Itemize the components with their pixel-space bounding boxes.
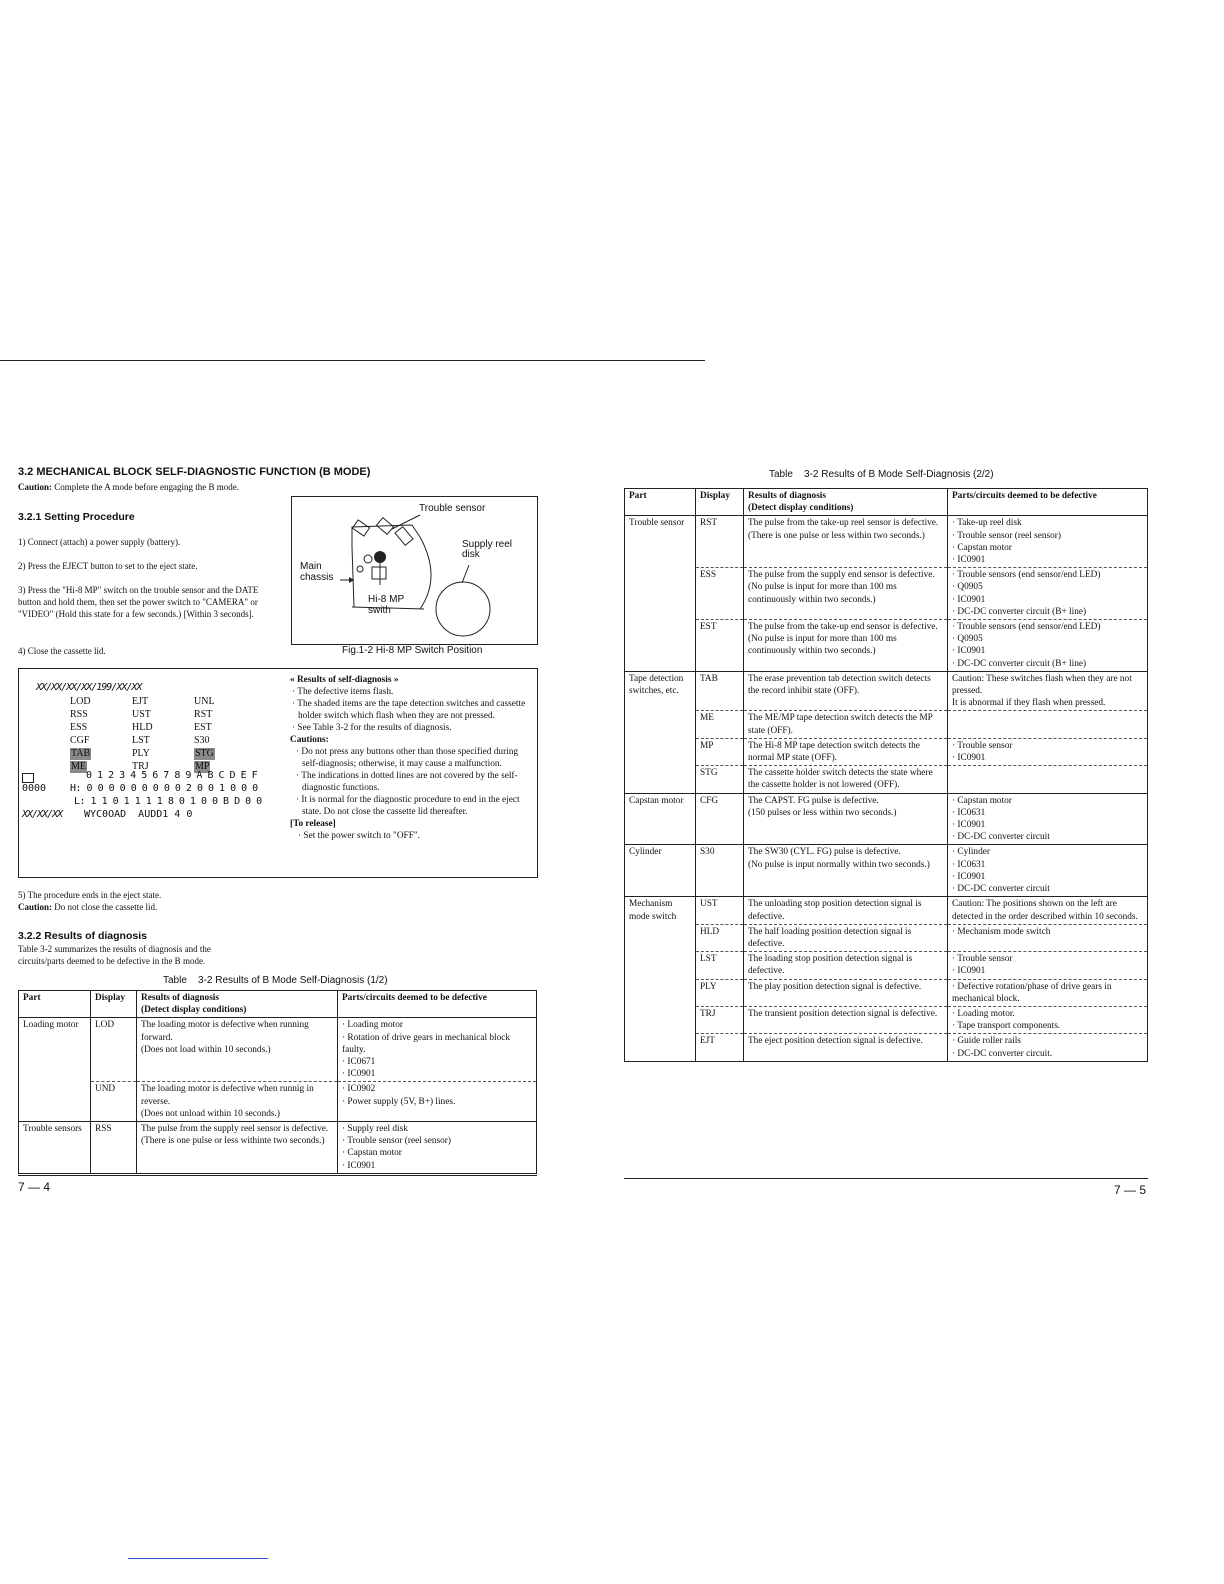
cell-result [744, 568, 948, 620]
result-line: The transient position detection signal is defective. [748, 1008, 938, 1019]
osd-item-grid [70, 696, 256, 773]
part-line: · Trouble sensor (reel sensor) [952, 530, 1061, 541]
step-2: 2) Press the EJECT button to set to the eject state. [18, 561, 198, 571]
result-line: The eject position detection signal is defective. [748, 1036, 923, 1047]
osd-item-shaded: MP [195, 761, 210, 772]
table-row [625, 516, 1148, 568]
table-row [625, 845, 1148, 897]
cell-part [625, 924, 696, 951]
table-row [625, 924, 1148, 951]
result-line: The ME/MP tape detection switch detects the MP state (OFF). [748, 713, 933, 736]
label-main-chassis: Main chassis [300, 561, 334, 583]
step-1: 1) Connect (attach) a power supply (battery). [18, 537, 181, 547]
osd-item: UNL [194, 696, 215, 707]
table-row [625, 1034, 1148, 1061]
caution-2 [18, 901, 157, 913]
osd-item: RSS [70, 709, 88, 720]
cell-display: STG [696, 766, 744, 793]
table1-body [19, 1018, 537, 1173]
result-line: (There is one pulse or less within two seconds.) [748, 530, 925, 541]
header-results: Results of diagnosis (Detect display conditions) [744, 489, 948, 516]
result-line: The unloading stop position detection signal is defective. [748, 899, 922, 922]
figure-caption: Fig.1-2 Hi-8 MP Switch Position [342, 645, 483, 656]
cell-display: PLY [696, 979, 744, 1006]
cautions-title: Cautions: [290, 735, 329, 745]
table-header-row [19, 991, 537, 1018]
cell-display: TAB [696, 671, 744, 711]
step-5: 5) The procedure ends in the eject state. [18, 890, 162, 900]
cell-result [744, 924, 948, 951]
cell-part [625, 952, 696, 979]
table1-title: Table 3-2 Results of B Mode Self-Diagnosis (1/2) [163, 975, 388, 986]
result-line: The loading motor is defective when runnig in reverse. [141, 1084, 314, 1107]
osd-top-code: XX/XX/XX/XX/199/XX/XX [36, 682, 142, 693]
cell-display: UND [91, 1082, 137, 1122]
part-line: · Supply reel disk [342, 1124, 408, 1135]
cell-parts [948, 711, 1148, 738]
part-line: · Trouble sensor (reel sensor) [342, 1136, 451, 1147]
part-line: · IC0901 [952, 646, 986, 657]
cell-display: UST [696, 897, 744, 924]
osd-item: PLY [132, 748, 150, 759]
part-line: · IC0901 [952, 555, 986, 566]
part-line: · DC-DC converter circuit [952, 884, 1050, 895]
part-line: · Trouble sensor [952, 740, 1013, 751]
caution-line [18, 481, 239, 493]
label-supply-reel-disk: Supply reel disk [462, 539, 513, 560]
part-line: · Loading motor. [952, 1008, 1015, 1019]
page-number-right: 7 — 5 [1114, 1183, 1147, 1197]
cell-parts [948, 568, 1148, 620]
part-line: Caution: The positions shown on the left are detected in the order described within 10 seconds. [952, 899, 1138, 922]
part-line: · IC0901 [952, 966, 986, 977]
step-3: 3) Press the "Hi-8 MP" switch on the trouble sensor and the DATE button and hold them, then set the power switch to "CAMERA" or "VIDEO" (Hold this state for a few seconds.) [Within 3 seconds]. [18, 585, 259, 619]
part-line: · DC-DC converter circuit (B+ line) [952, 606, 1087, 617]
part-line: · Capstan motor [952, 795, 1012, 806]
cell-result [744, 711, 948, 738]
caution-note: · The indications in dotted lines are not covered by the self-diagnostic functions. [296, 771, 518, 793]
cell-part: Mechanism mode switch [625, 897, 696, 924]
header-part: Part [19, 991, 91, 1018]
cell-result [744, 897, 948, 924]
cell-part: Tape detection switches, etc. [625, 671, 696, 711]
table-row [625, 1006, 1148, 1033]
part-line: · Q0905 [952, 582, 983, 593]
part-line: Caution: These switches flash when they are not pressed. [952, 673, 1132, 697]
cell-part [625, 711, 696, 738]
part-line: · Guide roller rails [952, 1036, 1021, 1047]
cell-result [744, 516, 948, 568]
release-note: · Set the power switch to "OFF". [298, 831, 420, 841]
part-line: · Tape transport components. [952, 1021, 1061, 1032]
cell-display: CFG [696, 793, 744, 845]
header-display: Display [696, 489, 744, 516]
cell-display: LOD [91, 1018, 137, 1082]
part-line: · Trouble sensors (end sensor/end LED) [952, 570, 1101, 581]
osd-item: UST [132, 709, 151, 720]
cell-part [625, 568, 696, 620]
result-line: The half loading position detection signal is defective. [748, 926, 912, 949]
left-footer-rule [18, 1175, 537, 1176]
label-hi8-mp-switch: Hi-8 MP swith [368, 594, 404, 616]
osd-item: CGF [70, 735, 90, 746]
part-line: · IC0901 [342, 1069, 376, 1080]
result-line: The loading motor is defective when running forward. [141, 1020, 309, 1043]
caution-label: Caution: [18, 482, 53, 492]
section-heading: 3.2 MECHANICAL BLOCK SELF-DIAGNOSTIC FUNCTION (B MODE) [18, 466, 371, 478]
cell-display: TRJ [696, 1006, 744, 1033]
caution-2-text: Do not close the cassette lid. [54, 902, 158, 912]
part-line: · Q0905 [952, 634, 983, 645]
header-part: Part [625, 489, 696, 516]
header-parts: Parts/circuits deemed to be defective [948, 489, 1148, 516]
caution-note: · It is normal for the diagnostic procedure to end in the eject state. Do not close the cassette lid thereafter. [296, 795, 520, 817]
top-rule [0, 360, 705, 361]
result-line: (No pulse is input normally within two seconds.) [748, 859, 930, 870]
caution-2-label: Caution: [18, 902, 53, 912]
cell-display: RST [696, 516, 744, 568]
result-line: The cassette holder switch detects the state where the cassette holder is not lowered (OFF). [748, 768, 933, 791]
result-line: The pulse from the supply reel sensor is defective. [141, 1124, 329, 1135]
osd-h-row: H: 0 0 0 0 0 0 0 0 0 2 0 0 1 0 0 0 [70, 783, 258, 794]
part-line: · Mechanism mode switch [952, 926, 1051, 937]
part-line: · Trouble sensor [952, 954, 1013, 965]
cell-part: Cylinder [625, 845, 696, 897]
part-line: · Cylinder [952, 847, 990, 858]
osd-item: LOD [70, 696, 91, 707]
cell-display: LST [696, 952, 744, 979]
cell-parts [948, 793, 1148, 845]
cell-display: ME [696, 711, 744, 738]
result-line: The pulse from the supply end sensor is defective. (No pulse is input for more than 100 ms continuously within two seconds.) [748, 570, 935, 605]
part-line: · IC0902 [342, 1084, 376, 1095]
figure-hi8-mp [291, 496, 538, 645]
cell-parts [948, 620, 1148, 672]
part-line: · Loading motor [342, 1020, 403, 1031]
cell-display: EJT [696, 1034, 744, 1061]
part-line: · IC0901 [952, 871, 986, 882]
cell-parts [948, 979, 1148, 1006]
table-header-row [625, 489, 1148, 516]
result-line: The pulse from the take-up end sensor is defective. (No pulse is input for more than 100 ms continuously within two seconds.) [748, 622, 938, 657]
results-note: · See Table 3-2 for the results of diagnosis. [292, 723, 452, 733]
release-title: [To release] [290, 819, 336, 829]
cell-part [625, 979, 696, 1006]
diagnosis-table-2 [624, 488, 1148, 1062]
results-intro: Table 3-2 summarizes the results of diagnosis and the circuits/parts deemed to be defective in the B mode. [18, 944, 211, 966]
cell-display: RSS [91, 1122, 137, 1174]
part-line: · IC0901 [952, 753, 986, 764]
cell-result [744, 620, 948, 672]
part-line: · IC0631 [952, 807, 986, 818]
cell-parts [948, 952, 1148, 979]
osd-h-prefix: 0000 [22, 783, 47, 794]
table-row [625, 671, 1148, 711]
results-heading: 3.2.2 Results of diagnosis [18, 930, 147, 942]
cell-display: MP [696, 738, 744, 765]
osd-item: LST [132, 735, 150, 746]
results-note: · The shaded items are the tape detection switches and cassette holder switch which flash when they are not pressed. [292, 699, 526, 721]
diagnosis-table-1 [18, 990, 537, 1174]
cell-parts [948, 1006, 1148, 1033]
cell-part [625, 766, 696, 793]
cell-parts [948, 924, 1148, 951]
cell-part [625, 1034, 696, 1061]
cell-display: S30 [696, 845, 744, 897]
result-line: The erase prevention tab detection switch detects the record inhibit state (OFF). [748, 673, 931, 697]
cell-result [744, 952, 948, 979]
part-line: · IC0631 [952, 859, 986, 870]
part-line: · DC-DC converter circuit. [952, 1048, 1053, 1059]
results-note: · The defective items flash. [292, 687, 394, 697]
cell-result [744, 845, 948, 897]
table-row [625, 952, 1148, 979]
part-line: · Trouble sensors (end sensor/end LED) [952, 622, 1101, 633]
table2-title: Table 3-2 Results of B Mode Self-Diagnosis (2/2) [769, 469, 994, 480]
page-number-left: 7 — 4 [18, 1180, 51, 1194]
osd-item-shaded: TAB [71, 748, 91, 759]
cell-result [744, 1034, 948, 1061]
cell-part: Capstan motor [625, 793, 696, 845]
cell-result [137, 1122, 338, 1174]
part-line: · IC0901 [952, 820, 986, 831]
results-title: « Results of self-diagnosis » [290, 675, 399, 685]
cell-part [625, 1006, 696, 1033]
setting-heading: 3.2.1 Setting Procedure [18, 511, 135, 523]
osd-item: S30 [194, 735, 210, 746]
table-row [625, 979, 1148, 1006]
cell-result [137, 1018, 338, 1082]
part-line: · IC0671 [342, 1057, 376, 1068]
cell-part [625, 620, 696, 672]
part-line: · Take-up reel disk [952, 518, 1022, 529]
table2-body [625, 516, 1148, 1061]
result-line: (150 pulses or less within two seconds.) [748, 807, 897, 818]
osd-item-shaded: ME [71, 761, 86, 772]
table-row [19, 1082, 537, 1122]
part-line: · Defective rotation/phase of drive gears in mechanical block. [952, 981, 1112, 1004]
caution-note: · Do not press any buttons other than those specified during self-diagnosis; otherwise, it may cause a malfunction. [296, 747, 519, 769]
cell-result [744, 738, 948, 765]
label-trouble-sensor: Trouble sensor [419, 503, 486, 514]
cell-display: ESS [696, 568, 744, 620]
osd-bottom-row: WYC0OAD AUDD1 4 0 [84, 809, 193, 820]
part-line: · Rotation of drive gears in mechanical block faulty. [342, 1032, 511, 1055]
result-line: (There is one pulse or less withinte two seconds.) [141, 1136, 325, 1147]
result-line: The Hi-8 MP tape detection switch detects the normal MP state (OFF). [748, 740, 920, 764]
cell-parts [338, 1082, 537, 1122]
table-row [625, 738, 1148, 765]
osd-item: ESS [70, 722, 88, 733]
cell-parts [948, 1034, 1148, 1061]
cell-result [744, 671, 948, 711]
result-line: The pulse from the take-up reel sensor is defective. [748, 518, 939, 529]
cell-part [625, 738, 696, 765]
part-line: · DC-DC converter circuit [952, 832, 1050, 843]
result-line: (Does not unload within 10 seconds.) [141, 1108, 280, 1119]
header-results: Results of diagnosis (Detect display conditions) [137, 991, 338, 1018]
header-display: Display [91, 991, 137, 1018]
table-row [19, 1018, 537, 1082]
result-line: The loading stop position detection signal is defective. [748, 954, 913, 977]
osd-item: TRJ [132, 761, 149, 772]
table-row [625, 620, 1148, 672]
cell-part: Trouble sensor [625, 516, 696, 568]
result-line: The play position detection signal is defective. [748, 981, 922, 992]
cell-result [744, 766, 948, 793]
cell-parts [948, 897, 1148, 924]
table-row [19, 1122, 537, 1174]
cell-result [744, 793, 948, 845]
table-row [625, 711, 1148, 738]
osd-hex-row: 0 1 2 3 4 5 6 7 8 9 A B C D E F [86, 770, 258, 781]
cell-display: HLD [696, 924, 744, 951]
cell-parts [948, 738, 1148, 765]
osd-item: RST [194, 709, 213, 720]
table-row [625, 568, 1148, 620]
table-row [625, 793, 1148, 845]
bottom-blue-rule [128, 1558, 268, 1559]
cell-parts [948, 671, 1148, 711]
part-line: · DC-DC converter circuit (B+ line) [952, 658, 1087, 669]
cell-parts [948, 845, 1148, 897]
result-line: The SW30 (CYL. FG) pulse is defective. [748, 847, 901, 858]
cell-result [137, 1082, 338, 1122]
part-line: · IC0901 [952, 594, 986, 605]
osd-item: EJT [132, 696, 149, 707]
osd-item-shaded: STG [195, 748, 214, 759]
cell-part [19, 1082, 91, 1122]
cell-result [744, 1006, 948, 1033]
caution-text: Complete the A mode before engaging the B mode. [54, 482, 239, 492]
osd-item: EST [194, 722, 212, 733]
cell-display: EST [696, 620, 744, 672]
table-row [625, 897, 1148, 924]
result-line: (Does not load within 10 seconds.) [141, 1044, 271, 1055]
right-footer-rule [624, 1178, 1148, 1179]
cell-part: Loading motor [19, 1018, 91, 1082]
part-line: It is abnormal if they flash when pressed. [952, 698, 1106, 709]
table-row [625, 766, 1148, 793]
result-line: The CAPST. FG pulse is defective. [748, 795, 879, 806]
cell-parts [948, 766, 1148, 793]
part-line: · IC0901 [342, 1160, 376, 1171]
osd-square-icon [22, 773, 34, 783]
cell-part: Trouble sensors [19, 1122, 91, 1174]
osd-item: HLD [132, 722, 153, 733]
step-4: 4) Close the cassette lid. [18, 646, 106, 656]
cell-parts [338, 1122, 537, 1174]
results-notes [290, 674, 530, 842]
osd-bottom-code: XX/XX/XX [22, 809, 63, 820]
header-parts: Parts/circuits deemed to be defective [338, 991, 537, 1018]
part-line: · Capstan motor [342, 1148, 402, 1159]
osd-display [22, 682, 272, 822]
part-line: · Capstan motor [952, 542, 1012, 553]
osd-l-row: L: 1 1 0 1 1 1 1 8 0 1 0 0 B D 0 0 [74, 796, 262, 807]
part-line: · Power supply (5V, B+) lines. [342, 1096, 456, 1107]
cell-result [744, 979, 948, 1006]
cell-parts [948, 516, 1148, 568]
cell-parts [338, 1018, 537, 1082]
